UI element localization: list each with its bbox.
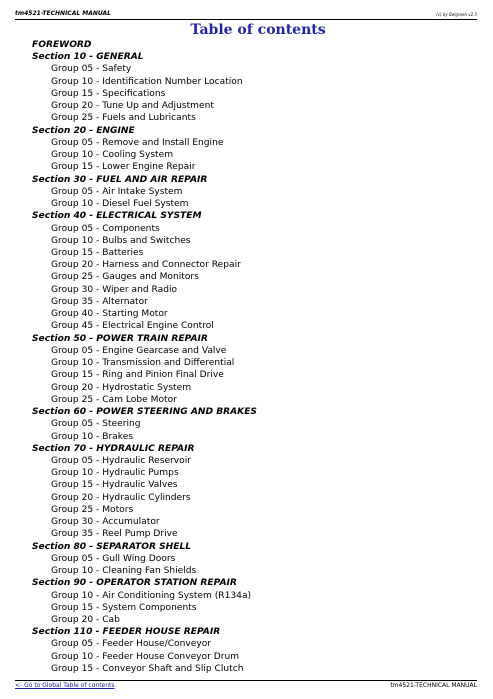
toc-group-link[interactable]: Group 30 - Wiper and Radio	[51, 284, 178, 295]
toc-group-link[interactable]: Group 35 - Reel Pump Drive	[51, 529, 178, 540]
toc-group-link[interactable]: Group 10 - Cleaning Fan Shields	[51, 566, 197, 577]
toc-section-link[interactable]: Section 10 - GENERAL	[32, 52, 144, 63]
toc-group-link[interactable]: Group 05 - Air Intake System	[51, 186, 183, 197]
toc-group-link[interactable]: Group 05 - Safety	[51, 64, 132, 75]
toc-group-link[interactable]: Group 05 - Engine Gearcase and Valve	[51, 345, 227, 356]
toc-group-link[interactable]: Group 10 - Air Conditioning System (R134a)	[51, 590, 252, 601]
toc-group-link[interactable]: Group 20 - Cab	[51, 615, 120, 626]
toc-group-link[interactable]: Group 10 - Hydraulic Pumps	[51, 468, 179, 479]
toc-group-link[interactable]: Group 10 - Identification Number Location	[51, 76, 243, 87]
toc-section-link[interactable]: Section 40 - ELECTRICAL SYSTEM	[32, 211, 202, 222]
toc-group-link[interactable]: Group 30 - Accumulator	[51, 517, 160, 528]
header-doc-id: tm4521-TECHNICAL MANUAL	[15, 10, 111, 17]
toc-group-link[interactable]: Group 05 - Hydraulic Reservoir	[51, 455, 192, 466]
toc-group-link[interactable]: Group 15 - System Components	[51, 602, 197, 613]
toc-group-link[interactable]: Group 25 - Motors	[51, 504, 134, 515]
table-of-contents	[32, 39, 472, 675]
toc-section-link[interactable]: Section 110 - FEEDER HOUSE REPAIR	[32, 627, 221, 638]
toc-group-link[interactable]: Group 05 - Remove and Install Engine	[51, 137, 224, 148]
toc-group-link[interactable]: Group 05 - Steering	[51, 419, 141, 430]
toc-group-link[interactable]: Group 10 - Feeder House Conveyor Drum	[51, 651, 240, 662]
page-title: Table of contents	[190, 22, 326, 38]
toc-group-link[interactable]: Group 15 - Ring and Pinion Final Drive	[51, 370, 224, 381]
global-toc-link[interactable]: <- Go to Global Table of contents	[15, 682, 115, 689]
toc-section-link[interactable]: Section 20 - ENGINE	[32, 125, 135, 136]
toc-group-link[interactable]: Group 35 - Alternator	[51, 296, 148, 307]
toc-group-link[interactable]: Group 05 - Feeder House/Conveyor	[51, 639, 212, 650]
toc-group-link[interactable]: Group 15 - Hydraulic Valves	[51, 480, 178, 491]
toc-group-link[interactable]: Group 25 - Fuels and Lubricants	[51, 113, 196, 124]
header-divider	[15, 19, 477, 20]
toc-group-link[interactable]: Group 20 - Hydraulic Cylinders	[51, 492, 191, 503]
toc-section-link[interactable]: Section 80 - SEPARATOR SHELL	[32, 541, 192, 552]
toc-group-link[interactable]: Group 10 - Bulbs and Switches	[51, 235, 191, 246]
toc-section-link[interactable]: Section 50 - POWER TRAIN REPAIR	[32, 333, 208, 344]
toc-group-link[interactable]: Group 20 - Tune Up and Adjustment	[51, 101, 214, 112]
toc-group-link[interactable]: Group 20 - Hydrostatic System	[51, 382, 192, 393]
toc-group-link[interactable]: Group 10 - Diesel Fuel System	[51, 199, 189, 210]
toc-group-link[interactable]: Group 10 - Brakes	[51, 431, 134, 442]
toc-group-link[interactable]: Group 25 - Cam Lobe Motor	[51, 394, 177, 405]
toc-group-link[interactable]: Group 15 - Lower Engine Repair	[51, 162, 196, 173]
toc-group-link[interactable]: Group 15 - Specifications	[51, 88, 166, 99]
toc-section-link[interactable]: FOREWORD	[32, 40, 92, 50]
toc-group-link[interactable]: Group 05 - Components	[51, 223, 160, 234]
toc-group-link[interactable]: Group 40 - Starting Motor	[51, 309, 168, 320]
toc-group-link[interactable]: Group 15 - Batteries	[51, 247, 144, 258]
toc-group-link[interactable]: Group 15 - Conveyor Shaft and Slip Clutch	[51, 663, 244, 674]
toc-group-link[interactable]: Group 45 - Electrical Engine Control	[51, 321, 214, 332]
toc-section-link[interactable]: Section 90 - OPERATOR STATION REPAIR	[32, 578, 237, 589]
toc-section-link[interactable]: Section 70 - HYDRAULIC REPAIR	[32, 443, 195, 454]
footer-divider	[15, 680, 477, 681]
toc-group-link[interactable]: Group 05 - Gull Wing Doors	[51, 553, 176, 564]
toc-group-link[interactable]: Group 10 - Transmission and Differential	[51, 358, 235, 369]
toc-group-link[interactable]: Group 25 - Gauges and Monitors	[51, 272, 199, 283]
toc-section-link[interactable]: Section 60 - POWER STEERING AND BRAKES	[32, 407, 257, 418]
toc-group-link[interactable]: Group 10 - Cooling System	[51, 150, 174, 161]
header-generator-note: (c) by Belgreen v2.5	[436, 12, 477, 17]
footer-doc-id: tm4521-TECHNICAL MANUAL	[390, 682, 477, 689]
toc-group-link[interactable]: Group 20 - Harness and Connector Repair	[51, 260, 241, 271]
toc-section-link[interactable]: Section 30 - FUEL AND AIR REPAIR	[32, 174, 208, 185]
